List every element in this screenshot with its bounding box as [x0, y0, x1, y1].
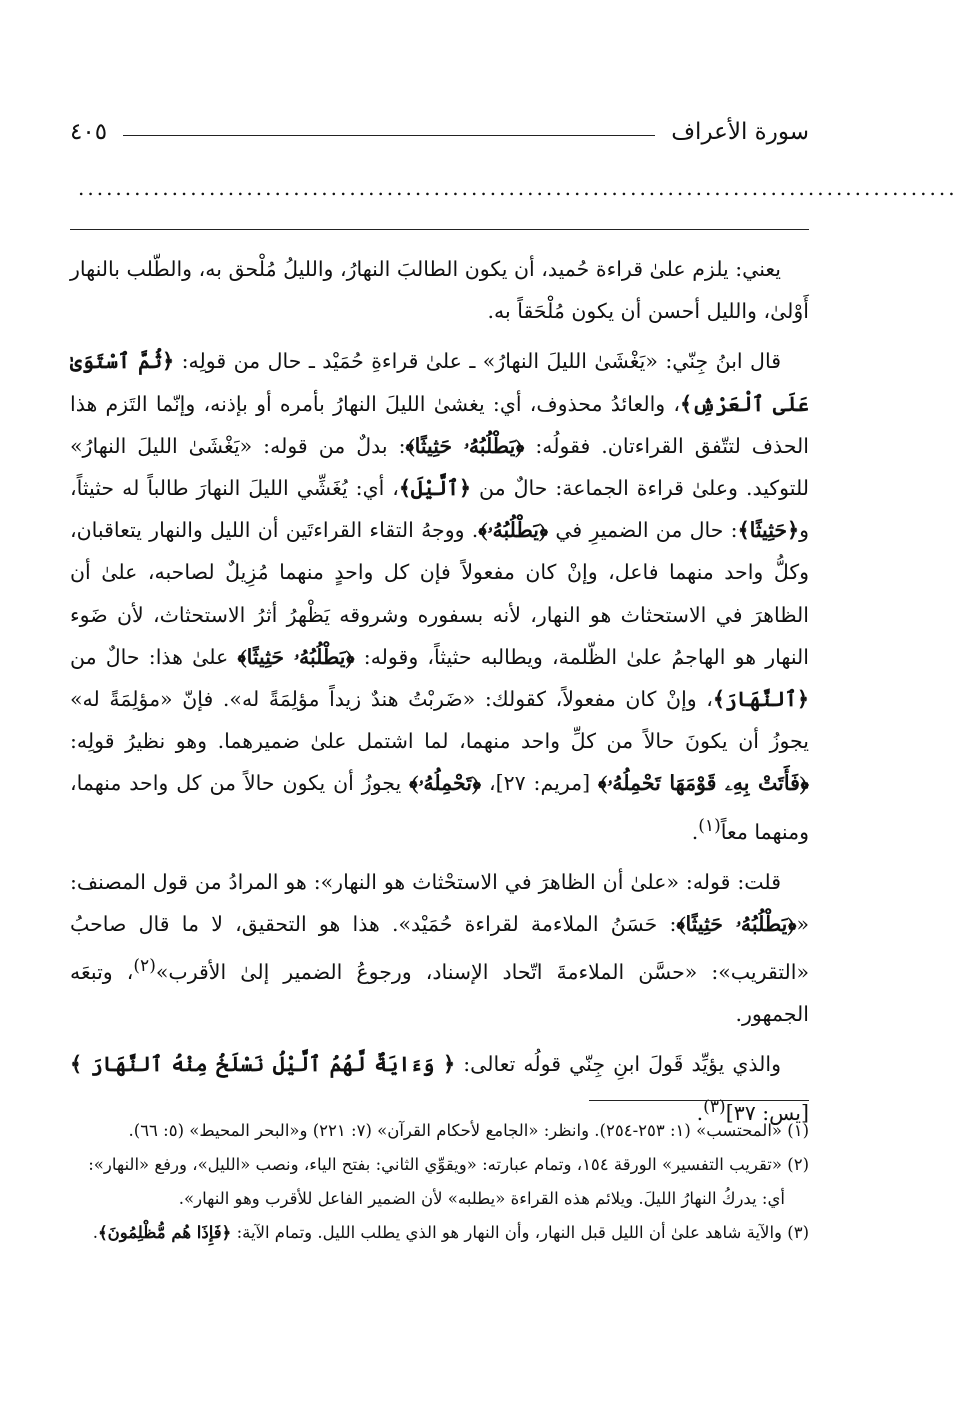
- text-segment: علىٰ هذا: حالٌ من: [70, 644, 238, 669]
- text-segment: .: [696, 1100, 704, 1125]
- text-segment: : حَسَنُ الملاءمة لقراءة حُمَيْد». هذا هو التحقيق، لا ما قال صاحبُ «التقريب»: «حسَّن الملاءمةَ اتّحاد الإسناد، ورجوعُ الضمير إلىٰ الأقرب»: [70, 911, 809, 984]
- text-segment: ، وتبعَه الجمهور.: [70, 959, 809, 1027]
- quran-quote: ﴿حَثِيثًا﴾: [737, 518, 800, 543]
- text-segment: .: [691, 819, 699, 844]
- quran-quote: ﴿ٱلَّيْلَ﴾: [398, 476, 471, 501]
- footnote-1: (١) «المحتسب» (١: ٢٥٣-٢٥٤). وانظر: «الجامع لأحكام القرآن» (٧: ٢٢١) و«البحر المحيط» (٥: ٦٦).: [128, 1121, 809, 1140]
- quran-quote: ﴿ثُمَّ ٱسْتَوَىٰ عَلَى ٱلْعَرْشِ﴾: [70, 349, 809, 416]
- text-segment: [يس: ٣٧]: [725, 1100, 809, 1125]
- footnote-rule: [589, 1100, 809, 1101]
- footnotes: [70, 1114, 809, 1250]
- quran-quote: ﴿فَإِذَا هُم مُّظْلِمُونَ﴾: [97, 1223, 232, 1242]
- text-segment: . ووجهُ التقاء القراءتَين أن الليل والنهار يتعاقبان، وكلُّ واحد منهما فاعل، وإنْ كان مفعولاً فإن كل واحدٍ منهما مُزِيلٌ لصاحبه، علىٰ أن الظاهرَ في الاستحثاث هو النهار، لأنه بسفوره وشروقه يَظْهرُ أثرُ الاستحثاث، لأن ضَوء النهار هو الهاجمُ علىٰ الظّلمة، ويطالبه حثيثاً، وقوله:: [70, 518, 810, 669]
- text-segment: يجوزُ أن يكون حالاً من كل واحد منهما، ومنهما معاً: [70, 771, 809, 844]
- quran-quote: ﴿فَأَتَتْ بِهِۦ قَوْمَهَا تَحْمِلُهُۥ﴾: [598, 771, 810, 796]
- text-segment: ، والعائدُ محذوف، أي: يغشىٰ الليلَ النهارُ بأمره أو بإذنه، وإنّما التَزم هذا الحذف لتتّفق القراءتان. فقولُه:: [70, 391, 809, 458]
- text-segment: : بدلٌ من قوله: «يَغْشَىٰ الليلَ النهارُ» للتوكيد. وعلىٰ قراءة الجماعة: حالٌ من: [70, 433, 809, 501]
- header-rule: [123, 135, 655, 136]
- quran-quote: ﴿يَطْلُبُهُۥ حَثِيثًا﴾: [676, 911, 797, 936]
- text-segment: ، وإنْ كان مفعولاً، كقولك: «ضَربْتُ هندٌ زيداً مؤلِمَةً له». فإنّ «مؤلِمَةً له» يجوزُ أن يكونَ حالاً من كلِّ واحد منهما، لما اشتمل علىٰ ضميرهما. وهو نظيرُ قولِه:: [70, 687, 809, 754]
- quran-quote: ﴿يَطْلُبُهُۥ﴾: [478, 518, 549, 543]
- quran-quote: ﴿يَطْلُبُهُۥ حَثِيثًا﴾: [237, 644, 355, 669]
- quran-quote: ﴿ وَءَايَةٌ لَّهُمُ ٱلَّيْلُ نَسْلَخُ مِنْهُ ٱلنَّهَارَ ﴾: [70, 1052, 456, 1077]
- text-segment: قلت: قوله: «علىٰ أن الظاهرَ في الاستحْثاث هو النهار»: هو المرادُ من قول المصنف: «: [70, 869, 810, 936]
- paragraph-3: [70, 861, 809, 1036]
- dotted-separator: ..............................................................................................: [78, 176, 958, 200]
- footnote-2-continuation: أي: يدركُ النهارُ الليلَ. ويلائم هذه القراءة «يطلبه» لأن الضمير الفاعل للأقرب وهو النهار».: [178, 1189, 785, 1208]
- text-segment: قال ابنُ جِنّي: «يَغْشَىٰ الليلَ النهارُ» ـ علىٰ قراءةِ حُمَيْد ـ حال من قولِه:: [174, 349, 781, 374]
- text-segment: [مريم: ٢٧]،: [481, 771, 599, 796]
- top-rule: [70, 229, 809, 230]
- running-header: [70, 112, 809, 152]
- footnote-ref-3[interactable]: (٣): [703, 1096, 726, 1117]
- footnote-ref-2[interactable]: (٢): [133, 956, 156, 977]
- paragraph-1: يعني: يلزم علىٰ قراءة حُميد، أن يكون الطالبَ النهارُ، والليلُ مُلْحق به، والطّلب بالنهار أَوْلىٰ، والليل أحسن أن يكون مُلْحَقاً به.: [70, 257, 809, 324]
- footnote-ref-1[interactable]: (١): [698, 815, 721, 836]
- quran-quote: ﴿ٱلنَّهَارَ﴾: [712, 687, 809, 712]
- text-segment: .: [92, 1223, 98, 1242]
- text-segment: (٣) والآية شاهد علىٰ أن الليل قبل النهار، وأن النهار هو الذي يطلب الليل. وتمام الآية:: [231, 1223, 809, 1242]
- text-segment: : حال من الضميرِ في: [548, 518, 738, 543]
- surah-title: سورة الأعراف: [671, 119, 809, 145]
- paragraph-2: [70, 340, 809, 852]
- text-segment: والذي يؤيِّد قَولَ ابنِ جِنّي قولُه تعالى:: [455, 1052, 781, 1077]
- main-text: [70, 248, 809, 1142]
- quran-quote: ﴿تَحْمِلُهُۥ﴾: [409, 771, 482, 796]
- page-number: ٤٠٥: [70, 119, 108, 145]
- footnote-3: [70, 1216, 809, 1250]
- text-segment: ، أي: يُغَشِّي الليلَ النهارَ طالباً له حثيثاً، و: [70, 476, 809, 543]
- footnote-2: (٢) «تقريب التفسير» الورقة ١٥٤، وتمام عبارته: «ويقوِّي الثاني: بفتح الياء، ونصب «الليل»، ورفع «النهار»:: [88, 1155, 809, 1174]
- quran-quote: ﴿يَطْلُبُهُۥ حَثِيثًا﴾: [405, 433, 525, 458]
